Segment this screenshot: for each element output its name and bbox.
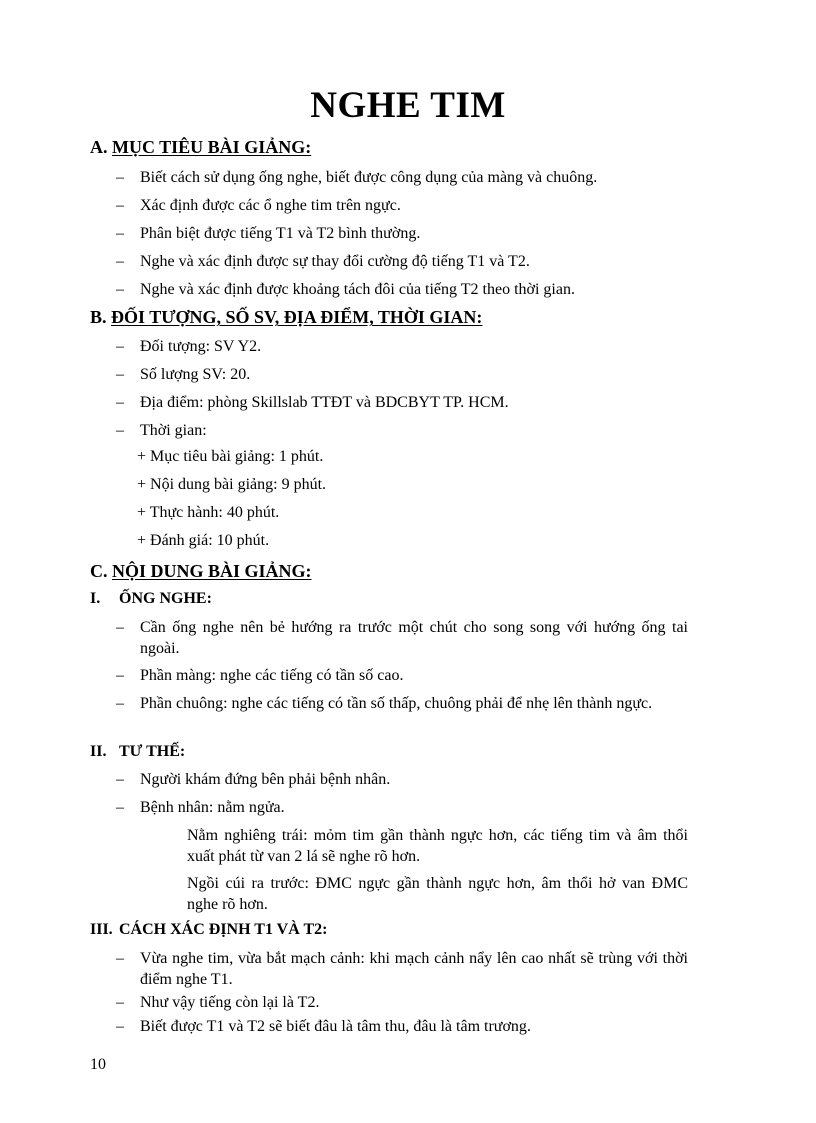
section-a-label: A.	[90, 137, 108, 157]
list-item: – Nghe và xác định được sự thay đổi cường độ tiếng T1 và T2.	[116, 253, 530, 270]
page-title: NGHE TIM	[310, 85, 506, 126]
section-b-label: B.	[90, 307, 107, 327]
list-item: – Đối tượng: SV Y2.	[116, 338, 262, 355]
list-item: – Cần ống nghe nên bẻ hướng ra trước một chút cho song song với hướng ống tai ngoài.	[116, 619, 688, 657]
time-item: + Mục tiêu bài giảng: 1 phút.	[137, 448, 324, 465]
list-item: – Như vậy tiếng còn lại là T2.	[116, 994, 320, 1011]
list-item: – Thời gian:	[116, 422, 207, 439]
page-number: 10	[90, 1056, 106, 1073]
list-item: – Người khám đứng bên phải bệnh nhân.	[116, 771, 391, 788]
subsection-heading: II. TƯ THẾ:	[90, 743, 186, 760]
time-item: + Thực hành: 40 phút.	[137, 504, 280, 521]
section-c-label: C.	[90, 561, 108, 581]
list-item: – Nghe và xác định được khoảng tách đôi của tiếng T2 theo thời gian.	[116, 281, 575, 298]
position-note: Nằm nghiêng trái: mỏm tim gần thành ngực hơn, các tiếng tim và âm thổi xuất phát từ van 2 lá sẽ nghe rõ hơn.	[187, 827, 688, 865]
position-note: Ngồi cúi ra trước: ĐMC ngực gần thành ngực hơn, âm thổi hở van ĐMC nghe rõ hơn.	[187, 875, 688, 913]
list-item: – Bệnh nhân: nằm ngửa.	[116, 799, 285, 816]
list-item: – Biết cách sử dụng ống nghe, biết được công dụng của màng và chuông.	[116, 169, 598, 186]
list-item: – Xác định được các ổ nghe tim trên ngực.	[116, 197, 401, 214]
list-item: – Phân biệt được tiếng T1 và T2 bình thường.	[116, 225, 421, 242]
list-item: – Biết được T1 và T2 sẽ biết đâu là tâm thu, đâu là tâm trương.	[116, 1018, 531, 1035]
section-c-heading	[90, 561, 312, 582]
list-item: – Số lượng SV: 20.	[116, 366, 251, 383]
subsection-heading: I. ỐNG NGHE:	[90, 590, 212, 607]
section-b-title: ĐỐI TƯỢNG, SỐ SV, ĐỊA ĐIỂM, THỜI GIAN:	[111, 307, 483, 327]
time-item: + Đánh giá: 10 phút.	[137, 532, 270, 549]
subsection-heading: III. CÁCH XÁC ĐỊNH T1 VÀ T2:	[90, 921, 328, 938]
section-b-heading	[90, 307, 482, 328]
list-item: – Phần màng: nghe các tiếng có tần số cao.	[116, 667, 404, 684]
section-c-title: NỘI DUNG BÀI GIẢNG:	[112, 561, 312, 581]
list-item: – Phần chuông: nghe các tiếng có tần số thấp, chuông phải để nhẹ lên thành ngực.	[116, 695, 653, 712]
section-a-heading	[90, 137, 311, 158]
list-item: – Vừa nghe tim, vừa bắt mạch cảnh: khi mạch cảnh nẩy lên cao nhất sẽ trùng với thời điểm nghe T1.	[116, 950, 688, 988]
list-item: – Địa điểm: phòng Skillslab TTĐT và BDCBYT TP. HCM.	[116, 394, 509, 411]
time-item: + Nội dung bài giảng: 9 phút.	[137, 476, 327, 493]
section-a-title: MỤC TIÊU BÀI GIẢNG:	[112, 137, 312, 157]
